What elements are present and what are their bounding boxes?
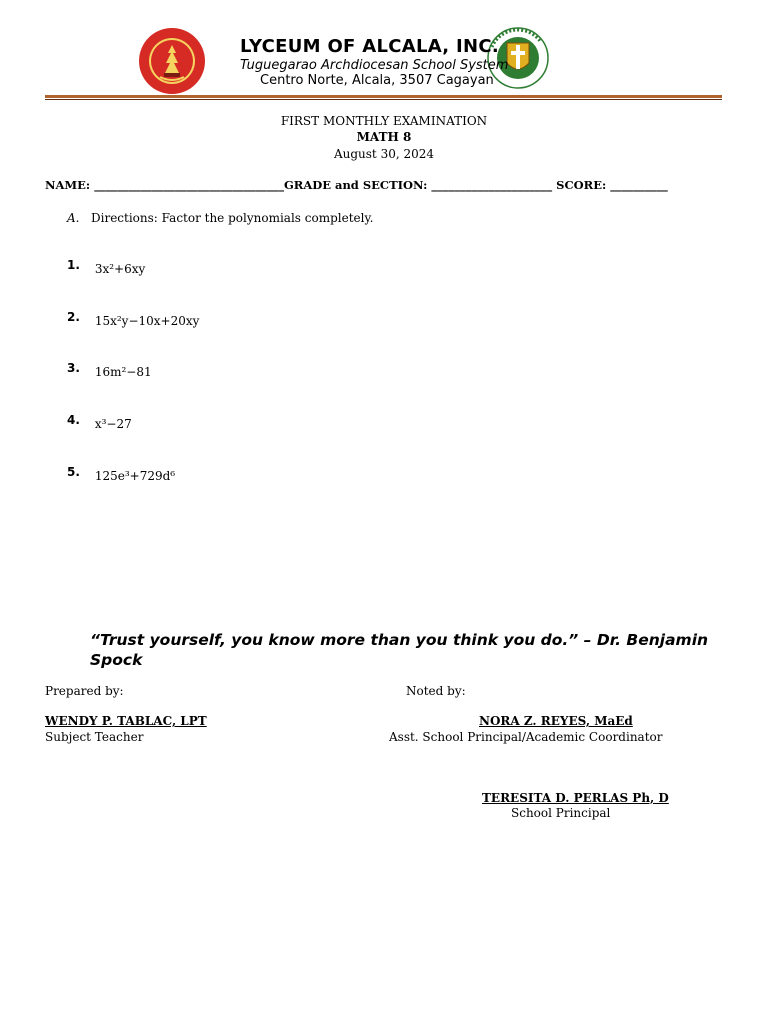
school-system-subtitle: Tuguegarao Archdiocesan School System	[240, 58, 509, 73]
header-rule-thin	[45, 99, 722, 100]
item-number: 2.	[67, 310, 80, 324]
item-expression: 3x²+6xy	[94, 262, 146, 276]
school-address: Centro Norte, Alcala, 3507 Cagayan	[260, 73, 494, 88]
preparer-role: Subject Teacher	[45, 730, 144, 744]
score-blank[interactable]: __________	[610, 178, 668, 192]
list-item	[67, 465, 175, 483]
school-name: LYCEUM OF ALCALA, INC.	[240, 36, 500, 57]
exam-subject: MATH 8	[356, 130, 412, 144]
student-info-line	[45, 178, 668, 192]
preparer-name: WENDY P. TABLAC, LPT	[45, 714, 207, 728]
list-item	[67, 361, 152, 379]
principal-role: School Principal	[511, 806, 611, 820]
noter-role: Asst. School Principal/Academic Coordinator	[389, 730, 663, 744]
item-number: 1.	[67, 258, 80, 272]
prepared-by-label: Prepared by:	[45, 684, 124, 698]
inspirational-quote: “Trust yourself, you know more than you think you do.” – Dr. Benjamin Spock	[90, 631, 709, 669]
directions	[67, 211, 373, 225]
item-number: 5.	[67, 465, 80, 479]
item-number: 4.	[67, 413, 80, 427]
item-expression: 16m²−81	[94, 365, 152, 379]
directions-text: Directions: Factor the polynomials completely.	[91, 211, 374, 225]
directions-letter: A.	[67, 211, 80, 225]
score-label: SCORE:	[556, 178, 607, 192]
noted-by-label: Noted by:	[406, 684, 466, 698]
principal-name: TERESITA D. PERLAS Ph, D	[482, 791, 669, 805]
exam-date: August 30, 2024	[333, 147, 435, 161]
item-expression: 15x²y−10x+20xy	[94, 314, 200, 328]
item-expression: 125e³+729d⁶	[94, 469, 176, 483]
item-expression: x³−27	[94, 417, 132, 431]
grade-section-blank[interactable]: _____________________	[431, 178, 553, 192]
list-item	[67, 258, 145, 276]
list-item	[67, 310, 199, 328]
noter-name: NORA Z. REYES, MaEd	[479, 714, 633, 728]
name-blank[interactable]: _________________________________	[94, 178, 284, 192]
item-number: 3.	[67, 361, 80, 375]
school-seal-logo	[138, 27, 206, 95]
name-label: NAME:	[45, 178, 91, 192]
exam-title: FIRST MONTHLY EXAMINATION	[280, 114, 488, 128]
list-item	[67, 413, 132, 431]
header-rule	[45, 95, 722, 98]
grade-section-label: GRADE and SECTION:	[283, 178, 428, 192]
